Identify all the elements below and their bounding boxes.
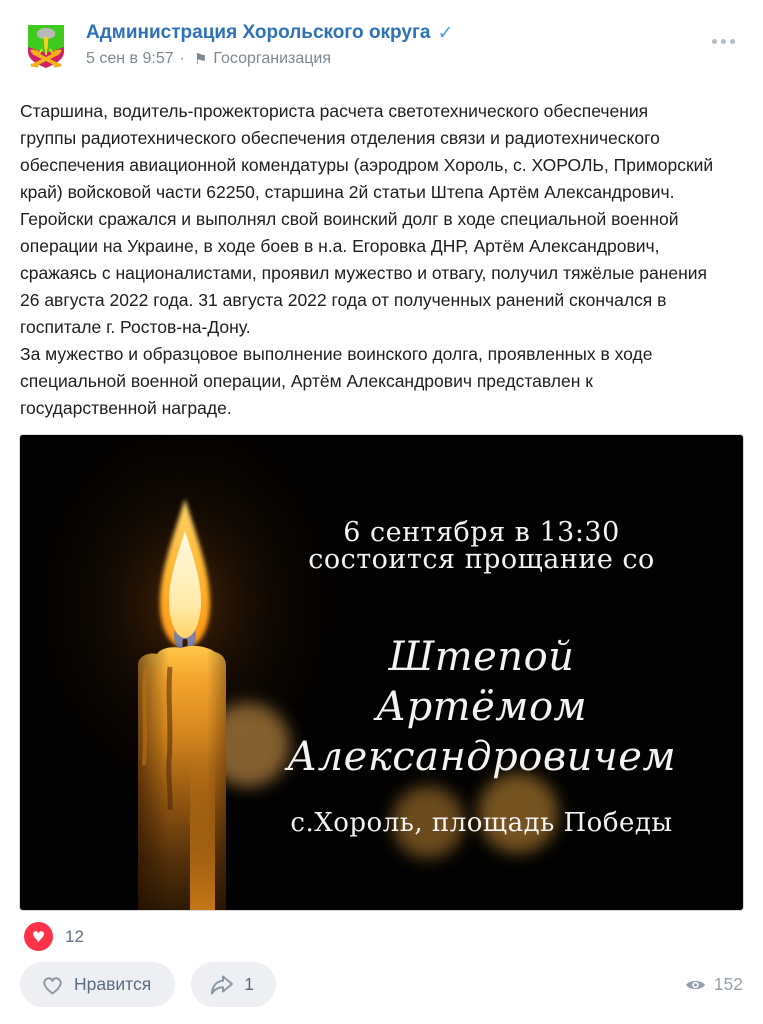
memorial-surname: Штепой — [388, 634, 575, 680]
ellipsis-icon — [721, 39, 726, 44]
post-text-line: государственной награде. — [20, 398, 232, 418]
post-text-line: группы радиотехнического обеспечения отделения связи и радиотехнического — [20, 128, 660, 148]
like-button[interactable] — [20, 962, 175, 1007]
ellipsis-icon — [712, 39, 717, 44]
community-category-label: Госорганизация — [213, 50, 332, 67]
post-text-line: За мужество и образцовое выполнение воинского долга, проявленных в ходе — [20, 344, 653, 364]
flag-icon: ⚑ — [193, 50, 208, 68]
memorial-ceremony-line: состоится прощание со — [308, 544, 655, 575]
likes-count: 12 — [65, 926, 84, 946]
memorial-date-line: 6 сентября в 13:30 — [343, 517, 620, 548]
community-avatar[interactable] — [20, 20, 72, 72]
memorial-name-patronymic: Артёмом Александровичем — [286, 684, 677, 780]
memorial-location: с.Хороль, площадь Победы — [290, 808, 673, 838]
meta-separator: · — [179, 50, 185, 67]
like-button-label: Нравится — [74, 974, 152, 994]
post-menu-button[interactable] — [703, 28, 743, 54]
heart-reaction-icon — [24, 922, 53, 951]
post-meta-row — [86, 50, 703, 68]
post-text-line: операции на Украине, в ходе боев в н.а. Егоровка ДНР, Артём Александрович, — [20, 236, 660, 256]
share-arrow-icon — [209, 973, 235, 997]
community-name-row — [86, 22, 703, 44]
verified-badge-icon: ✓ — [437, 22, 454, 44]
heart-outline-icon — [40, 973, 65, 996]
post-text-line: специальной военной операции, Артём Александрович представлен к — [20, 371, 593, 391]
community-name-link[interactable]: Администрация Хорольского округа — [86, 22, 431, 43]
share-count: 1 — [244, 974, 254, 994]
views-count: 152 — [713, 974, 743, 994]
post-text-line: Старшина, водитель-прожекториста расчета светотехнического обеспечения — [20, 101, 649, 121]
reactions-summary[interactable] — [24, 922, 84, 951]
ellipsis-icon — [730, 39, 735, 44]
header-meta — [86, 20, 703, 68]
post-text-line: сражаясь с националистами, проявил мужество и отвагу, получил тяжёлые ранения — [20, 263, 708, 283]
post-date[interactable]: 5 сен в 9:57 — [86, 50, 174, 67]
coat-of-arms-icon — [20, 20, 72, 72]
post-text-line: Геройски сражался и выполнял свой воинский долг в ходе специальной военной — [20, 209, 679, 229]
post-header — [20, 20, 743, 74]
share-button[interactable] — [191, 962, 276, 1007]
post-text-line: 26 августа 2022 года. 31 августа 2022 года от полученных ранений скончался в — [20, 290, 667, 310]
post-text-line: край) войсковой части 62250, старшина 2й статьи Штепа Артём Александрович. — [20, 182, 675, 202]
post-text-line: госпитале г. Ростов-на-Дону. — [20, 317, 251, 337]
eye-icon — [685, 978, 706, 992]
post-text — [20, 98, 747, 422]
post-action-bar — [20, 962, 743, 1007]
post-image-attachment[interactable] — [20, 435, 743, 910]
post-text-line: обеспечения авиационной комендатуры (аэродром Хороль, с. ХОРОЛЬ, Приморский — [20, 155, 714, 175]
heart-glyph: ♥ — [31, 927, 46, 946]
views-counter — [685, 974, 743, 995]
